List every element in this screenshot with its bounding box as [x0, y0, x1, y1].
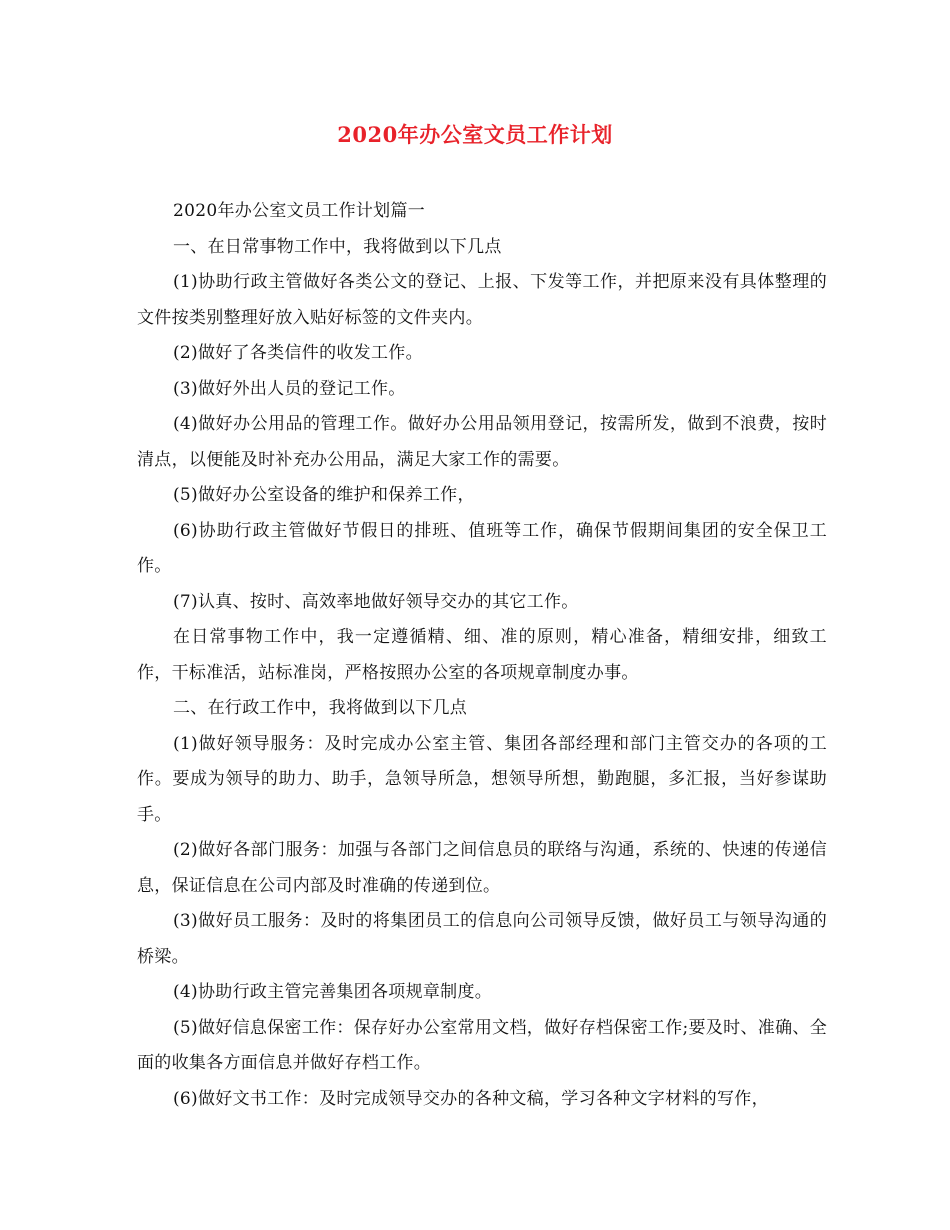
document-body: [137, 194, 827, 1117]
paragraph: (4)做好办公用品的管理工作。做好办公用品领用登记，按需所发，做到不浪费，按时清点，以便能及时补充办公用品，满足大家工作的需要。: [137, 414, 827, 470]
paragraph: (6)做好文书工作：及时完成领导交办的各种文稿，学习各种文字材料的写作，: [173, 1088, 769, 1109]
paragraph: (5)做好办公室设备的维护和保养工作，: [173, 485, 475, 505]
paragraph: 二、在行政工作中，我将做到以下几点: [173, 698, 468, 718]
paragraph: (7)认真、按时、高效率地做好领导交办的其它工作。: [173, 591, 579, 612]
paragraph: (2)做好各部门服务：加强与各部门之间信息员的联络与沟通，系统的、快速的传递信息，保证信息在公司内部及时准确的传递到位。: [137, 840, 827, 896]
paragraph: (2)做好了各类信件的收发工作。: [173, 343, 423, 363]
paragraph: (4)协助行政主管完善集团各项规章制度。: [173, 982, 493, 1002]
paragraph: (3)做好外出人员的登记工作。: [173, 378, 406, 399]
paragraph: 2020年办公室文员工作计划篇一: [173, 201, 426, 221]
paragraph: (1)协助行政主管做好各类公文的登记、上报、下发等工作，并把原来没有具体整理的文件按类别整理好放入贴好标签的文件夹内。: [137, 272, 827, 328]
paragraph: (1)做好领导服务：及时完成办公室主管、集团各部经理和部门主管交办的各项的工作。要成为领导的助力、助手，急领导所急，想领导所想，勤跑腿，多汇报，当好参谋助手。: [137, 733, 827, 825]
paragraph: (3)做好员工服务：及时的将集团员工的信息向公司领导反馈，做好员工与领导沟通的桥梁。: [137, 911, 827, 967]
paragraph: 一、在日常事物工作中，我将做到以下几点: [173, 236, 502, 257]
paragraph: (6)协助行政主管做好节假日的排班、值班等工作，确保节假期间集团的安全保卫工作。: [137, 520, 827, 576]
paragraph: 在日常事物工作中，我一定遵循精、细、准的原则，精心准备，精细安排，细致工作，干标准活，站标准岗，严格按照办公室的各项规章制度办事。: [137, 627, 827, 683]
document-title: 2020年办公室文员工作计划: [337, 122, 613, 147]
paragraph: (5)做好信息保密工作：保存好办公室常用文档，做好存档保密工作;要及时、准确、全面的收集各方面信息并做好存档工作。: [137, 1017, 827, 1073]
